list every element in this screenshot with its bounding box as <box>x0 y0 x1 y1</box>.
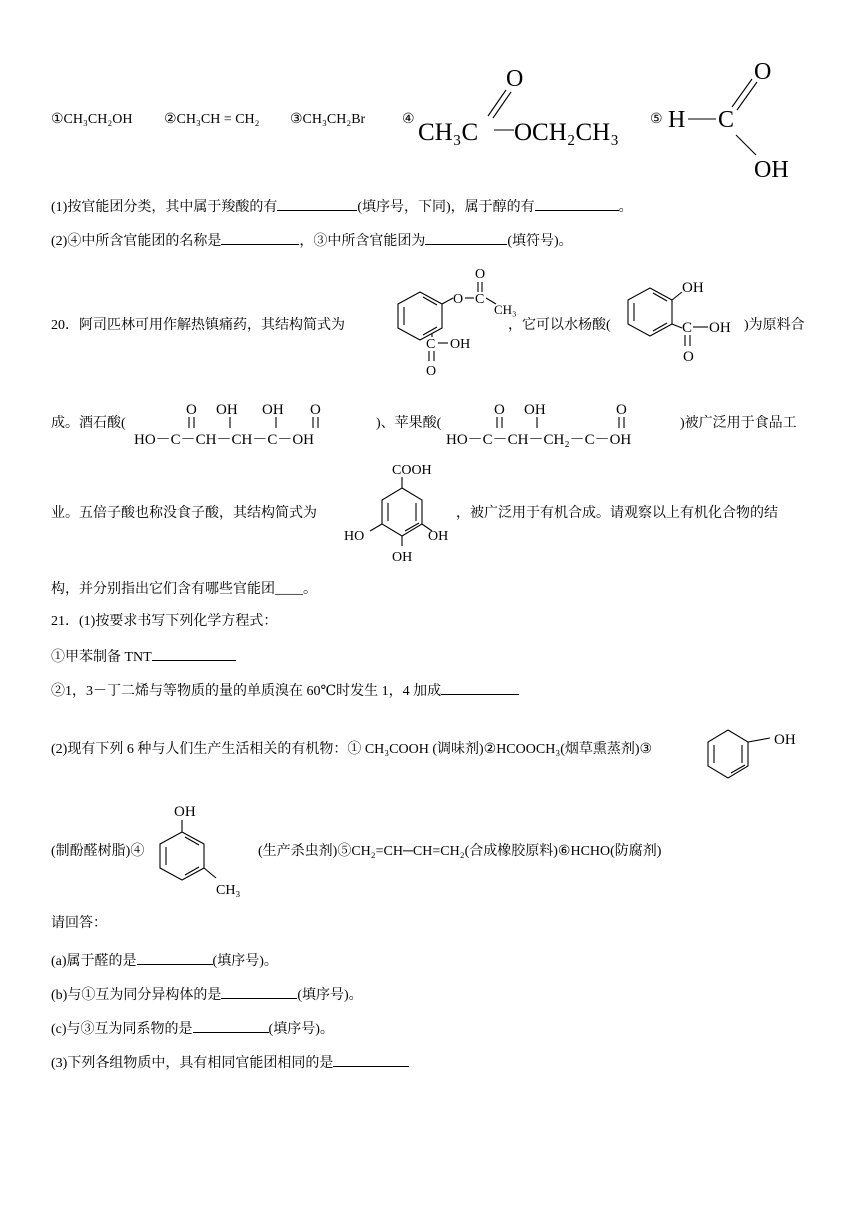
compound-2: ②CH₃CH = CH₂ <box>164 112 260 127</box>
formic-acid-c: C <box>718 107 735 133</box>
aspirin-ester-o: O <box>453 292 464 307</box>
ethyl-acetate-left: CH₃C <box>418 119 479 146</box>
compound-5-number: ⑤ <box>650 112 663 127</box>
malic-oh1: OH <box>524 402 546 418</box>
salicylic-phenol-oh: OH <box>682 280 704 296</box>
q21-part1-title: 21．(1)按要求书写下列化学方程式： <box>51 614 278 629</box>
q20-line2-c: )被广泛用于食品工 <box>680 416 797 431</box>
compound-1: ①CH₃CH₂OH <box>51 112 133 127</box>
q20-line2-a: 成。酒石酸( <box>51 416 126 431</box>
compound-4-number: ④ <box>402 112 415 127</box>
cresol-oh: OH <box>174 804 196 820</box>
tartaric-acid-structure <box>134 398 374 450</box>
q21-part3: (3)下列各组物质中，具有相同官能团相同的是 <box>51 1052 409 1074</box>
aspirin-carbonyl-o: O <box>475 267 486 282</box>
formic-acid-oh: OH <box>754 157 789 183</box>
aspirin-structure <box>368 262 518 380</box>
q20-line1-c: )为原料合 <box>744 318 805 333</box>
q21-a: (a)属于醛的是 (填序号)。 <box>51 950 278 972</box>
malic-acid-structure <box>446 398 686 450</box>
gallic-ho-left: HO <box>344 529 365 544</box>
q20-line3-a: 业。五倍子酸也称没食子酸，其结构简式为 <box>51 506 317 521</box>
answer-blank[interactable] <box>152 646 236 661</box>
tartaric-o2: O <box>310 402 321 418</box>
compound-3: ③CH₃CH₂Br <box>290 112 366 127</box>
phenol-structure <box>704 720 814 786</box>
q21-part1-a: ①甲苯制备 TNT <box>51 646 236 668</box>
q21-part1-b: ②1，3－丁二烯与等物质的量的单质溴在 60℃时发生 1，4 加成 <box>51 680 519 702</box>
malic-o1: O <box>494 402 505 418</box>
aspirin-c: C <box>475 292 485 307</box>
q21-answer-prompt: 请回答： <box>51 916 107 931</box>
aspirin-oh: OH <box>450 337 471 352</box>
aspirin-acid-c: C <box>426 337 436 352</box>
answer-blank[interactable] <box>137 950 213 965</box>
tartaric-oh2: OH <box>262 402 284 418</box>
formic-acid-structure <box>668 55 808 185</box>
salicylic-c: C <box>682 320 693 336</box>
salicylic-carbonyl-o: O <box>683 349 694 365</box>
q21-part2-cont-a: (制酚醛树脂)④ <box>51 844 145 859</box>
q21-part2-intro: (2)现有下列 6 种与人们生产生活相关的有机物：① CH₃COOH (调味剂)②HCOOCH₃(烟草熏蒸剂)③ <box>51 742 653 757</box>
gallic-cooh: COOH <box>392 463 432 478</box>
cresol-ch3: CH₃ <box>216 883 241 898</box>
gallic-oh-right: OH <box>428 529 449 544</box>
q20-line3-b: ，被广泛用于有机合成。请观察以上有机化合物的结 <box>456 506 778 521</box>
malic-o2: O <box>616 402 627 418</box>
ethyl-acetate-structure <box>418 60 638 150</box>
tartaric-oh1: OH <box>216 402 238 418</box>
gallic-oh-bottom: OH <box>392 550 413 565</box>
ethyl-acetate-carbonyl-o: O <box>506 66 524 92</box>
formic-acid-o: O <box>754 59 772 85</box>
q20-line2-b: )、苹果酸( <box>376 416 442 431</box>
salicylic-oh: OH <box>709 320 731 336</box>
malic-formula: HO－C－CH－CH₂－C－OH <box>446 432 632 448</box>
q19-part1: (1)按官能团分类，其中属于羧酸的有 (填序号，下同)，属于醇的有 。 <box>51 196 633 218</box>
answer-blank[interactable] <box>193 1018 269 1033</box>
formic-acid-h: H <box>668 107 686 133</box>
salicylic-acid-structure <box>624 272 744 372</box>
q20-line1-a: 20．阿司匹林可用作解热镇痛药，其结构简式为 <box>51 318 345 333</box>
gallic-acid-structure <box>342 460 462 566</box>
answer-blank[interactable] <box>221 230 299 245</box>
answer-blank[interactable] <box>333 1052 409 1067</box>
q21-b: (b)与①互为同分异构体的是 (填序号)。 <box>51 984 363 1006</box>
answer-blank[interactable] <box>425 230 507 245</box>
m-cresol-structure <box>154 800 264 902</box>
aspirin-ch3: CH₃ <box>494 302 517 317</box>
q21-part2-cont-b: (生产杀虫剂)⑤CH₂=CH─CH=CH₂(合成橡胶原料)⑥HCHO(防腐剂) <box>258 844 662 859</box>
q21-c: (c)与③互为同系物的是 (填序号)。 <box>51 1018 334 1040</box>
tartaric-o1: O <box>186 402 197 418</box>
answer-blank[interactable] <box>277 196 357 211</box>
q20-line1-b: ，它可以水杨酸( <box>508 318 611 333</box>
answer-blank[interactable] <box>221 984 297 999</box>
phenol-oh: OH <box>774 732 796 748</box>
answer-blank[interactable] <box>441 680 519 695</box>
ethyl-acetate-right: OCH₂CH₃ <box>514 119 619 146</box>
answer-blank[interactable] <box>535 196 619 211</box>
aspirin-acid-o: O <box>426 364 437 379</box>
q19-part2: (2)④中所含官能团的名称是 ，③中所含官能团为 (填符号)。 <box>51 230 573 252</box>
q20-line4: 构，并分别指出它们含有哪些官能团____。 <box>51 582 317 597</box>
tartaric-formula: HO－C－CH－CH－C－OH <box>134 432 315 448</box>
